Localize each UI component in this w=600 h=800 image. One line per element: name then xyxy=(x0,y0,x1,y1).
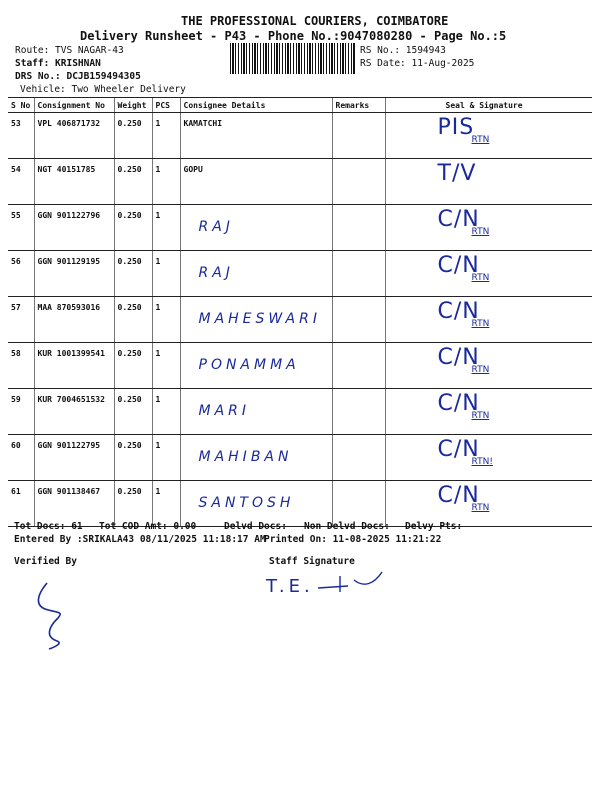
row-seal-signature xyxy=(385,343,592,389)
delvy-pts: Delvy Pts: xyxy=(405,521,463,532)
row-pcs-text: 1 xyxy=(155,165,161,174)
col-weight: Weight xyxy=(114,98,152,113)
consignee-handwritten-name: RAJ xyxy=(198,219,234,235)
delivery-signature-return: RTN xyxy=(471,503,490,513)
delivery-signature-mark: T/V xyxy=(437,161,477,186)
row-consignee xyxy=(180,481,332,527)
row-consignment-no-text: MAA 870593016 xyxy=(37,303,101,312)
row-consignee xyxy=(180,435,332,481)
row-remarks xyxy=(332,297,385,343)
row-seal-signature xyxy=(385,113,592,159)
row-consignment-no-text: GGN 901122796 xyxy=(37,211,101,220)
row-consignee xyxy=(180,159,332,205)
row-weight-text: 0.250 xyxy=(117,303,142,312)
table-row xyxy=(8,435,592,481)
runsheet-table xyxy=(8,97,592,527)
delivery-signature-mark: C/N xyxy=(437,207,480,232)
table-header-row xyxy=(8,98,592,113)
verified-by-label: Verified By xyxy=(14,556,77,567)
row-consignment-no xyxy=(34,251,114,297)
row-weight-text: 0.250 xyxy=(117,165,142,174)
vehicle-label: Vehicle: Two Wheeler Delivery xyxy=(20,84,186,95)
row-remarks xyxy=(332,159,385,205)
table-row xyxy=(8,297,592,343)
row-remarks xyxy=(332,251,385,297)
staff-signature-handwriting: T.E. xyxy=(266,576,314,597)
row-consignment-no xyxy=(34,343,114,389)
col-consignment: Consignment No xyxy=(34,98,114,113)
row-weight xyxy=(114,481,152,527)
row-pcs-text: 1 xyxy=(155,395,161,404)
row-pcs-text: 1 xyxy=(155,211,161,220)
delvd-docs: Delvd Docs: xyxy=(224,521,287,532)
table-row xyxy=(8,159,592,205)
consignee-handwritten-name: MAHIBAN xyxy=(198,449,293,465)
row-consignee xyxy=(180,113,332,159)
row-pcs-text: 1 xyxy=(155,487,161,496)
row-consignee xyxy=(180,389,332,435)
row-remarks xyxy=(332,435,385,481)
row-pcs xyxy=(152,481,180,527)
row-sno xyxy=(8,389,34,435)
row-consignment-no-text: GGN 901129195 xyxy=(37,257,101,266)
row-pcs xyxy=(152,435,180,481)
delivery-signature-mark: PIS xyxy=(437,115,475,140)
rs-date: RS Date: 11-Aug-2025 xyxy=(360,58,475,69)
delivery-signature-return: RTN xyxy=(471,411,490,421)
entered-by: Entered By :SRIKALA43 08/11/2025 11:18:17 AM xyxy=(14,534,266,545)
row-sno xyxy=(8,159,34,205)
delivery-signature-return: RTN! xyxy=(471,457,493,467)
delivery-signature-mark: C/N xyxy=(437,299,480,324)
row-weight-text: 0.250 xyxy=(117,349,142,358)
barcode xyxy=(230,43,355,74)
delivery-signature-mark: C/N xyxy=(437,483,480,508)
row-sno xyxy=(8,435,34,481)
row-remarks xyxy=(332,481,385,527)
table-row xyxy=(8,251,592,297)
row-consignee xyxy=(180,297,332,343)
delivery-signature-mark: C/N xyxy=(437,345,480,370)
table-row xyxy=(8,343,592,389)
row-consignee-text: KAMATCHI xyxy=(183,119,223,128)
runsheet-subtitle: Delivery Runsheet - P43 - Phone No.:9047080280 - Page No.:5 xyxy=(80,29,507,43)
row-pcs xyxy=(152,343,180,389)
row-seal-signature xyxy=(385,297,592,343)
row-remarks xyxy=(332,205,385,251)
row-sno xyxy=(8,297,34,343)
row-seal-signature xyxy=(385,389,592,435)
row-sno-text: 56 xyxy=(11,257,21,266)
row-weight xyxy=(114,435,152,481)
delivery-signature-mark: C/N xyxy=(437,437,480,462)
row-sno-text: 60 xyxy=(11,441,21,450)
row-weight xyxy=(114,113,152,159)
table-row xyxy=(8,113,592,159)
row-remarks xyxy=(332,343,385,389)
row-weight xyxy=(114,343,152,389)
delivery-signature-mark: C/N xyxy=(437,253,480,278)
row-pcs-text: 1 xyxy=(155,441,161,450)
col-seal-signature: Seal & Signature xyxy=(385,98,592,113)
delivery-signature-return: RTN xyxy=(471,227,490,237)
row-consignment-no xyxy=(34,297,114,343)
row-weight-text: 0.250 xyxy=(117,487,142,496)
row-pcs-text: 1 xyxy=(155,303,161,312)
staff-signature-mark xyxy=(318,566,388,600)
row-weight xyxy=(114,251,152,297)
row-pcs xyxy=(152,159,180,205)
row-sno-text: 59 xyxy=(11,395,21,404)
drs-number: DRS No.: DCJB159494305 xyxy=(15,71,141,82)
row-pcs xyxy=(152,389,180,435)
row-weight-text: 0.250 xyxy=(117,211,142,220)
row-sno-text: 57 xyxy=(11,303,21,312)
row-consignee-text: GOPU xyxy=(183,165,203,174)
row-sno xyxy=(8,251,34,297)
col-remarks: Remarks xyxy=(332,98,385,113)
row-seal-signature xyxy=(385,205,592,251)
table-row xyxy=(8,205,592,251)
row-sno-text: 55 xyxy=(11,211,21,220)
row-consignment-no xyxy=(34,481,114,527)
row-consignment-no-text: VPL 406871732 xyxy=(37,119,101,128)
col-sno: S No xyxy=(8,98,34,113)
row-consignment-no-text: GGN 901122795 xyxy=(37,441,101,450)
row-sno-text: 61 xyxy=(11,487,21,496)
route-label: Route: TVS NAGAR-43 xyxy=(15,45,124,56)
printed-on: Printed On: 11-08-2025 11:21:22 xyxy=(264,534,442,545)
row-weight-text: 0.250 xyxy=(117,257,142,266)
staff-signature-label: Staff Signature xyxy=(269,556,355,567)
row-consignment-no-text: GGN 901138467 xyxy=(37,487,101,496)
non-delvd-docs: Non Delvd Docs: xyxy=(304,521,390,532)
row-sno xyxy=(8,481,34,527)
row-consignment-no-text: NGT 40151785 xyxy=(37,165,96,174)
row-seal-signature xyxy=(385,481,592,527)
row-sno xyxy=(8,113,34,159)
delivery-signature-mark: C/N xyxy=(437,391,480,416)
consignee-handwritten-name: PONAMMA xyxy=(198,357,300,373)
row-sno xyxy=(8,343,34,389)
col-pcs: PCS xyxy=(152,98,180,113)
consignee-handwritten-name: RAJ xyxy=(198,265,234,281)
row-pcs-text: 1 xyxy=(155,349,161,358)
row-consignee xyxy=(180,343,332,389)
row-sno-text: 54 xyxy=(11,165,21,174)
row-sno-text: 58 xyxy=(11,349,21,358)
delivery-signature-return: RTN xyxy=(471,135,490,145)
row-weight-text: 0.250 xyxy=(117,119,142,128)
tot-cod-amount: Tot COD Amt: 0.00 xyxy=(99,521,197,532)
row-pcs-text: 1 xyxy=(155,257,161,266)
staff-label: Staff: KRISHNAN xyxy=(15,58,101,69)
row-pcs-text: 1 xyxy=(155,119,161,128)
row-weight xyxy=(114,389,152,435)
row-consignment-no-text: KUR 1001399541 xyxy=(37,349,105,358)
row-consignee xyxy=(180,205,332,251)
row-consignment-no xyxy=(34,435,114,481)
rs-number: RS No.: 1594943 xyxy=(360,45,446,56)
delivery-signature-return: RTN xyxy=(471,319,490,329)
row-weight xyxy=(114,297,152,343)
row-consignment-no xyxy=(34,159,114,205)
row-weight xyxy=(114,159,152,205)
table-row xyxy=(8,481,592,527)
row-remarks xyxy=(332,113,385,159)
delivery-signature-return: RTN xyxy=(471,365,490,375)
consignee-handwritten-name: MAHESWARI xyxy=(198,311,321,327)
row-sno xyxy=(8,205,34,251)
company-title: THE PROFESSIONAL COURIERS, COIMBATORE xyxy=(181,14,449,28)
row-pcs xyxy=(152,251,180,297)
row-pcs xyxy=(152,297,180,343)
row-pcs xyxy=(152,113,180,159)
row-seal-signature xyxy=(385,251,592,297)
row-seal-signature xyxy=(385,159,592,205)
tot-docs: Tot Docs: 61 xyxy=(14,521,83,532)
consignee-handwritten-name: MARI xyxy=(198,403,251,419)
row-consignment-no-text: KUR 7004651532 xyxy=(37,395,105,404)
row-weight xyxy=(114,205,152,251)
delivery-signature-return: RTN xyxy=(471,273,490,283)
row-seal-signature xyxy=(385,435,592,481)
row-consignment-no xyxy=(34,205,114,251)
col-consignee: Consignee Details xyxy=(180,98,332,113)
row-consignment-no xyxy=(34,389,114,435)
row-weight-text: 0.250 xyxy=(117,441,142,450)
row-sno-text: 53 xyxy=(11,119,21,128)
row-pcs xyxy=(152,205,180,251)
row-consignment-no xyxy=(34,113,114,159)
table-row xyxy=(8,389,592,435)
verified-by-signature xyxy=(35,575,85,659)
row-remarks xyxy=(332,389,385,435)
consignee-handwritten-name: SANTOSH xyxy=(198,495,295,511)
row-weight-text: 0.250 xyxy=(117,395,142,404)
row-consignee xyxy=(180,251,332,297)
